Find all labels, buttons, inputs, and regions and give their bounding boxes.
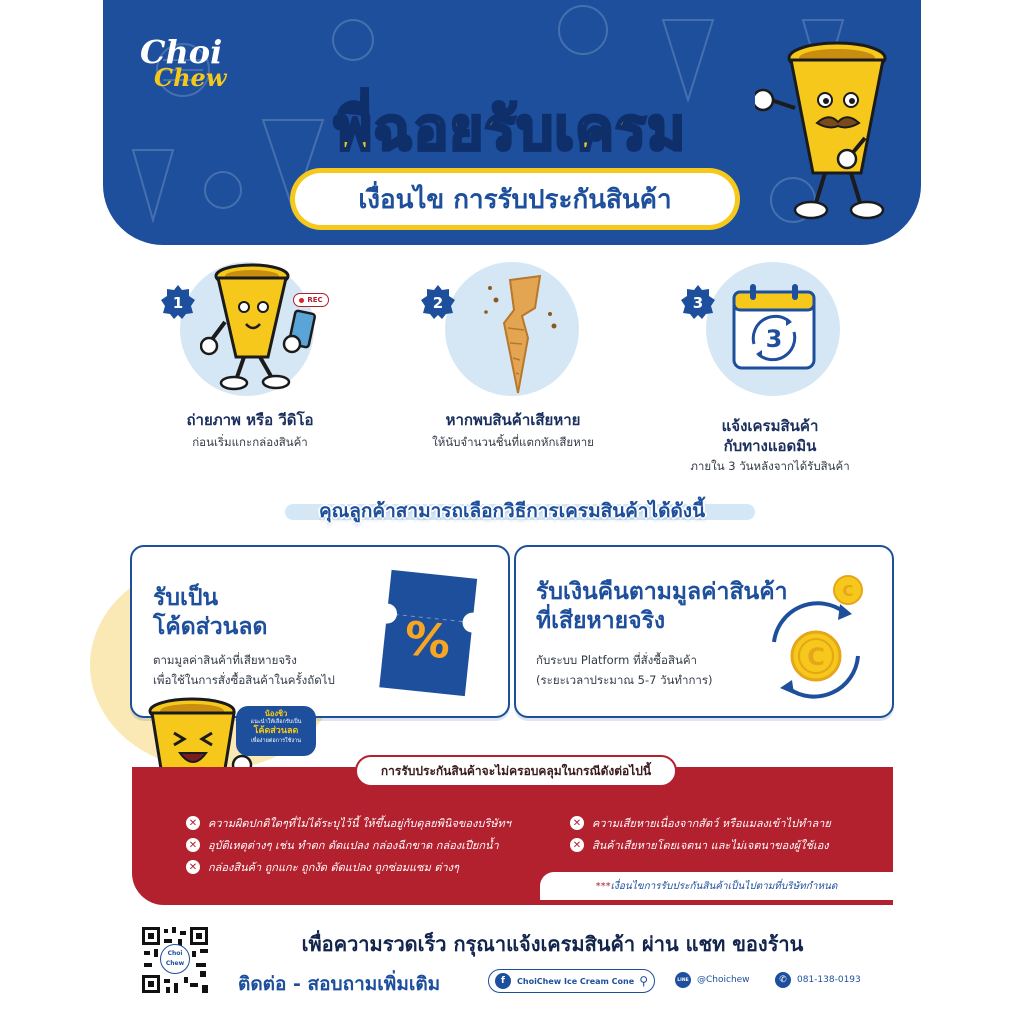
mascot-speech-bubble (236, 706, 316, 756)
step-3-desc: ภายใน 3 วันหลังจากได้รับสินค้า (690, 459, 850, 473)
exclusion-item (186, 836, 499, 854)
logo-text-choi: Choi (140, 33, 223, 71)
bubble-line2: เพื่อง่ายต่อการใช้งาน (250, 738, 301, 744)
x-circle-icon: ✕ (570, 838, 584, 852)
x-circle-icon: ✕ (186, 838, 200, 852)
exclusion-item (186, 814, 511, 832)
discount-option-text (153, 650, 335, 690)
x-circle-icon: ✕ (570, 816, 584, 830)
calendar-number: 3 (765, 325, 783, 353)
line-icon: LINE (675, 972, 691, 988)
refund-title-line2: ที่เสียหายจริง (536, 608, 666, 634)
refund-option-title (536, 578, 788, 636)
big-coin-symbol: C (807, 643, 825, 671)
page-title: พี่ฉอยรับเครม (333, 95, 687, 163)
refund-title-line1: รับเงินคืนตามมูลค่าสินค้า (536, 579, 788, 605)
step-3-number: 3 (692, 294, 704, 312)
logo-text-chew: Chew (154, 63, 227, 92)
bubble-line1: แนะนำให้เลือกรับเป็น (250, 719, 302, 725)
step-1-title: ถ่ายภาพ หรือ วีดิโอ (186, 411, 314, 429)
line-contact[interactable] (675, 972, 750, 988)
record-dot-icon (299, 298, 304, 303)
discount-title-line2: โค้ดส่วนลด (153, 614, 268, 640)
bubble-name: น้องชิว (264, 709, 288, 718)
calendar-icon (730, 282, 818, 372)
step-3-badge-icon (680, 284, 716, 320)
footer-call-to-action: เพื่อความรวดเร็ว กรุณาแจ้งเครมสินค้า ผ่าน แชท ของร้าน (301, 932, 804, 956)
exclusion-item (186, 858, 459, 876)
rec-badge (293, 293, 329, 307)
step-3-title-line2: กับทางแอดมิน (723, 437, 817, 455)
exclusion-text: ความผิดปกติใดๆที่ไม่ได้ระบุไว้นี้ ให้ขึ้นอยู่กับดุลยพินิจของบริษัทฯ (208, 817, 511, 830)
qr-brand-logo (160, 944, 190, 974)
exclusions-heading: การรับประกันสินค้าจะไม่ครอบคลุมในกรณีดังต่อไปนี้ (355, 755, 677, 787)
step-2-badge-icon (420, 284, 456, 320)
discount-text-line1: ตามมูลค่าสินค้าที่เสียหายจริง (153, 653, 297, 667)
refund-text-line1: กับระบบ Platform ที่สั่งซื้อสินค้า (536, 653, 697, 667)
search-icon: ⚲ (639, 974, 648, 988)
brand-logo (140, 33, 227, 92)
cone-mascot-phone-icon (200, 262, 335, 392)
facebook-icon: f (495, 973, 511, 989)
step-1-desc: ก่อนเริ่มแกะกล่องสินค้า (192, 435, 308, 449)
coupon-ticket-icon (373, 568, 483, 703)
qr-logo-line1: Choi (167, 950, 183, 957)
discount-title-line1: รับเป็น (153, 585, 219, 611)
exclusion-item (570, 836, 829, 854)
subtitle-pill (290, 168, 740, 230)
qr-logo-line2: Chew (165, 960, 185, 967)
phone-number: 081-138-0193 (797, 975, 861, 985)
phone-contact[interactable] (775, 972, 861, 988)
line-id: @Choichew (697, 975, 750, 985)
exclusion-text: ความเสียหายเนื่องจากสัตว์ หรือแมลงเข้าไปทำลาย (592, 817, 831, 830)
bubble-code: โค้ดส่วนลด (253, 726, 299, 736)
coupon-percent: % (401, 610, 454, 670)
x-circle-icon: ✕ (186, 816, 200, 830)
refund-text-line2: (ระยะเวลาประมาณ 5-7 วันทำการ) (536, 673, 713, 687)
small-coin-symbol: C (842, 582, 854, 600)
x-circle-icon: ✕ (186, 860, 200, 874)
note-text: เงื่อนไขการรับประกันสินค้าเป็นไปตามที่บริษัทกำหนด (610, 880, 838, 892)
discount-text-line2: เพื่อใช้ในการสั่งซื้อสินค้าในครั้งถัดไป (153, 673, 335, 687)
phone-icon: ✆ (775, 972, 791, 988)
facebook-search-pill[interactable] (488, 969, 655, 993)
broken-cone-icon (480, 268, 560, 398)
footer-contact-label: ติดต่อ - สอบถามเพิ่มเติม (238, 973, 441, 995)
step-2-title: หากพบสินค้าเสียหาย (445, 411, 581, 429)
note-stars: *** (595, 880, 611, 892)
step-1-badge-icon (160, 284, 196, 320)
step-3-title-line1: แจ้งเครมสินค้า (721, 417, 819, 435)
step-2-number: 2 (432, 294, 444, 312)
step-1-number: 1 (172, 294, 184, 312)
step-3-title (670, 416, 870, 456)
step-2-desc: ให้นับจำนวนชิ้นที่แตกหักเสียหาย (432, 435, 594, 449)
coin-refund-icon (760, 572, 870, 702)
rec-label: REC (307, 296, 323, 304)
refund-option-text (536, 650, 713, 690)
cone-mascot-pointing-icon (755, 38, 895, 223)
exclusion-text: กล่องสินค้า ถูกแกะ ถูกงัด ดัดแปลง ถูกซ่อมแซม ต่างๆ (208, 861, 459, 874)
exclusion-item (570, 814, 831, 832)
options-banner: คุณลูกค้าสามารถเลือกวิธีการเครมสินค้าได้ดังนี้ (318, 500, 706, 522)
subtitle-text: เงื่อนไข การรับประกันสินค้า (295, 173, 735, 225)
exclusion-text: สินค้าเสียหายโดยเจตนา และไม่เจตนาของผู้ใช้เอง (592, 839, 829, 852)
warranty-note (540, 872, 893, 900)
facebook-page-name: ChoiChew Ice Cream Cone (517, 976, 635, 986)
discount-option-title (153, 584, 267, 642)
exclusion-text: อุบัติเหตุต่างๆ เช่น ทำตก ดัดแปลง กล่องฉีกขาด กล่องเปียกน้ำ (208, 839, 499, 852)
